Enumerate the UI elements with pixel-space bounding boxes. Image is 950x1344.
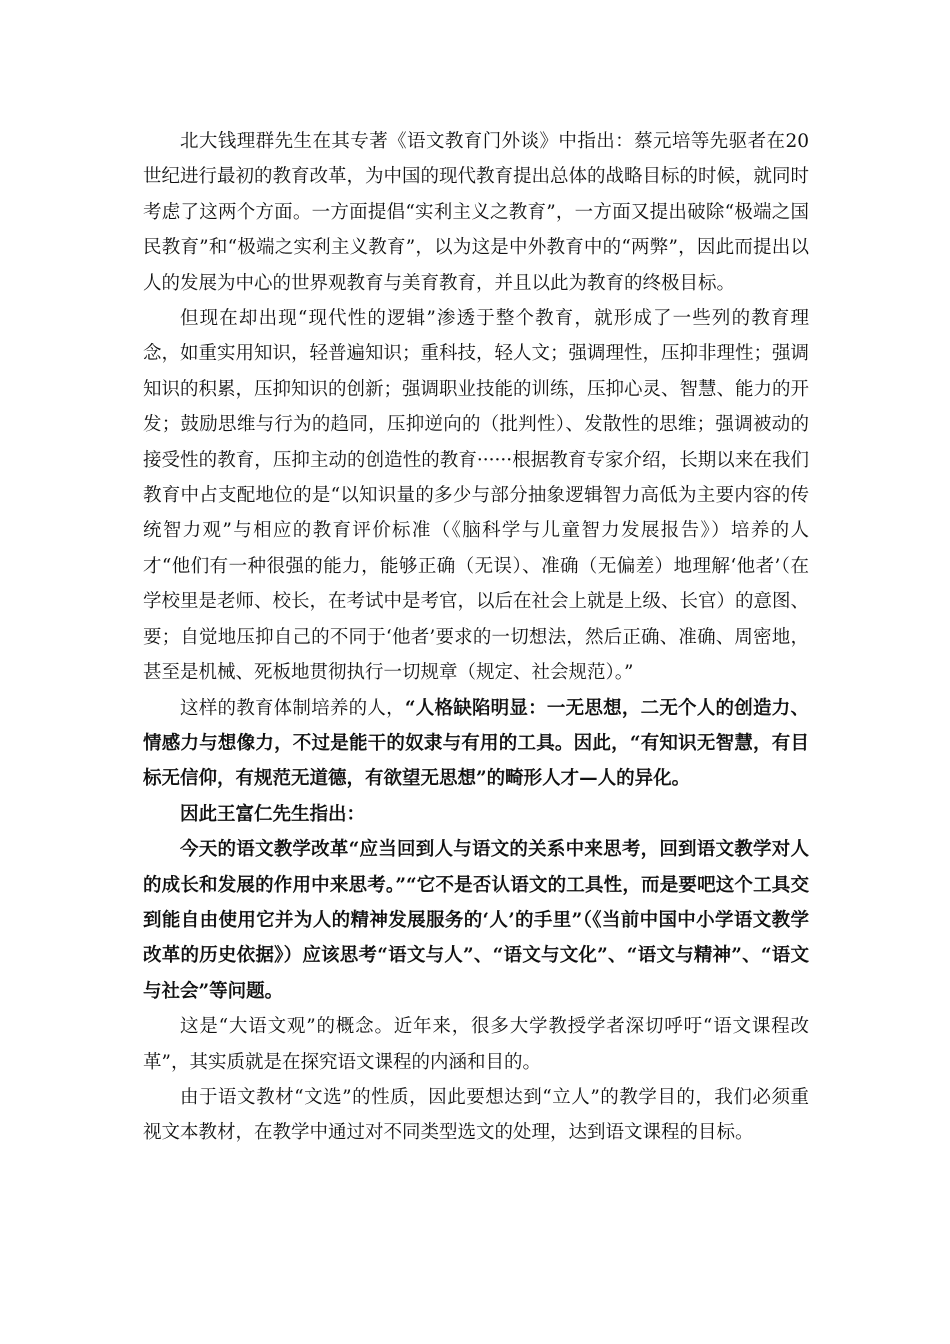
paragraph-1-text: 北大钱理群先生在其专著《语文教育门外谈》中指出：蔡元培等先驱者在20世纪进行最初的教育改革，为中国的现代教育提出总体的战略目标的时候，就同时考虑了这两个方面。一方面提倡“实利主义之教育”，一方面又提出破除“极端之国民教育”和“极端之实利主义教育”，以为这是中外教育中的“两弊”，因此而提出以人的发展为中心的世界观教育与美育教育，并且以此为教育的终极目标。 (143, 131, 810, 294)
paragraph-3 (143, 691, 809, 797)
paragraph-2 (143, 301, 809, 690)
paragraph-7-text: 由于语文教材“文选”的性质，因此要想达到“立人”的教学目的，我们必须重视文本教材，在教学中通过对不同类型选文的处理，达到语文课程的目标。 (143, 1086, 809, 1144)
paragraph-4 (143, 797, 809, 832)
paragraph-5-text: 今天的语文教学改革“应当回到人与语文的关系中来思考，回到语文教学对人的成长和发展的作用中来思考。”“它不是否认语文的工具性，而是要吧这个工具交到能自由使用它并为人的精神发展服务的‘人’的手里”（《当前中国中小学语文教学改革的历史依据》）应该思考“语文与人”、“语文与文化”、“语文与精神”、“语文与社会”等问题。 (143, 839, 809, 1002)
paragraph-6-text: 这是“大语文观”的概念。近年来，很多大学教授学者深切呼吁“语文课程改革”，其实质就是在探究语文课程的内涵和目的。 (143, 1016, 809, 1073)
paragraph-3-bold-text: “人格缺陷明显：一无思想，二无个人的创造力、情感力与想像力，不过是能干的奴隶与有用的工具。因此，“有知识无智慧，有目标无信仰，有规范无道德，有欲望无思想”的畸形人才—人的异化。 (143, 697, 809, 790)
paragraph-6 (143, 1009, 809, 1080)
paragraph-4-text: 因此王富仁先生指出： (180, 803, 366, 825)
paragraph-7 (143, 1080, 809, 1151)
document-page (143, 124, 809, 1151)
paragraph-1 (143, 124, 809, 301)
paragraph-2-text: 但现在却出现“现代性的逻辑”渗透于整个教育，就形成了一些列的教育理念，如重实用知识，轻普遍知识；重科技，轻人文；强调理性，压抑非理性；强调知识的积累，压抑知识的创新；强调职业技能的训练，压抑心灵、智慧、能力的开发；鼓励思维与行为的趋同，压抑逆向的（批判性）、发散性的思维；强调被动的接受性的教育，压抑主动的创造性的教育······根据教育专家介绍，长期以来在我们教育中占支配地位的是“以知识量的多少与部分抽象逻辑智力高低为主要内容的传统智力观”与相应的教育评价标准（《脑科学与儿童智力发展报告》）培养的人才“他们有一种很强的能力，能够正确（无误）、准确（无偏差）地理解‘他者’（在学校里是老师、校长，在考试中是考官，以后在社会上就是上级、长官）的意图、要；自觉地压抑自己的不同于‘他者’要求的一切想法，然后正确、准确、周密地，甚至是机械、死板地贯彻执行一切规章（规定、社会规范）。” (143, 308, 810, 684)
paragraph-5 (143, 832, 809, 1009)
paragraph-3-text: 这样的教育体制培养的人， (180, 697, 405, 719)
